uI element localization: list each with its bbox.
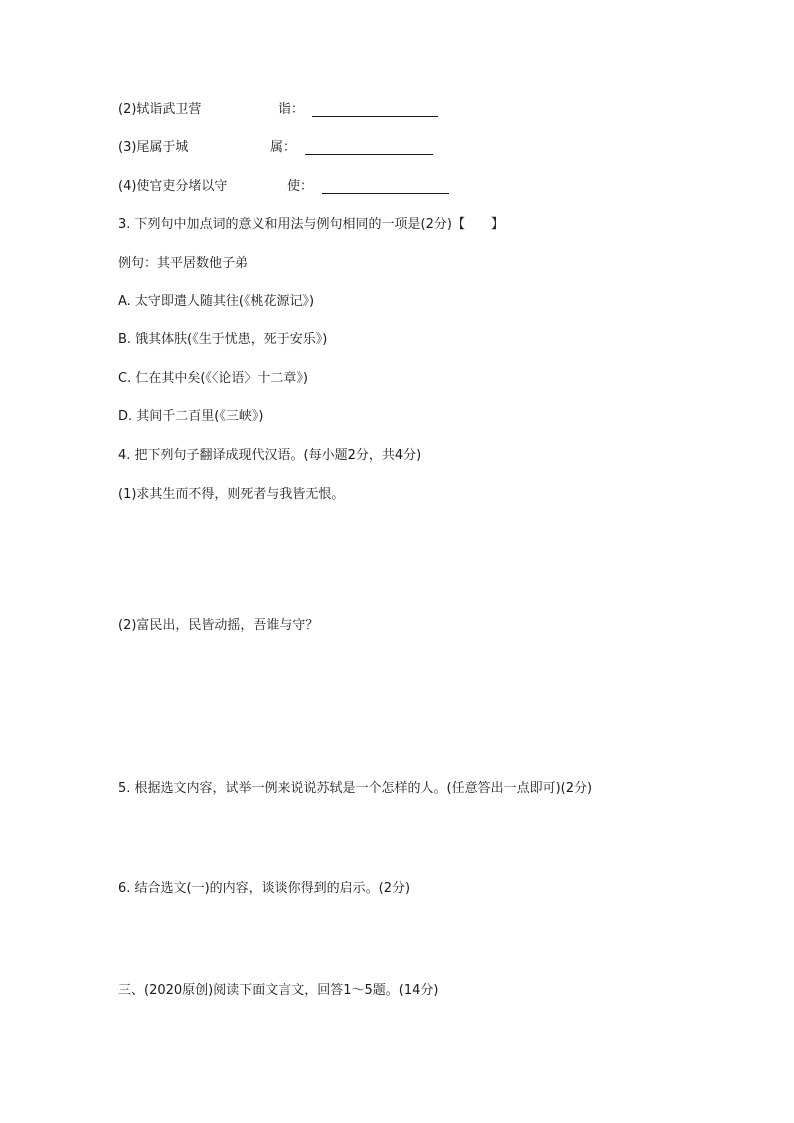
q4-item-1: (1)求其生而不得，则死者与我皆无恨。 bbox=[118, 487, 345, 502]
q2-item-3-text: (3)尾属于城 bbox=[118, 140, 189, 155]
q2-item-2-label: 诣： bbox=[278, 102, 305, 117]
q4-item-2: (2)富民出，民皆动摇，吾谁与守？ bbox=[118, 618, 319, 633]
q2-item-3-label: 属： bbox=[270, 140, 297, 155]
q2-item-2-answer-blank[interactable] bbox=[312, 116, 438, 117]
q6-prompt: 6. 结合选文(一)的内容，谈谈你得到的启示。(2分) bbox=[118, 881, 411, 896]
q2-item-4-answer-blank[interactable] bbox=[322, 193, 449, 194]
section-3-heading: 三、(2020原创)阅读下面文言文，回答1～5题。(14分) bbox=[118, 983, 439, 998]
q2-item-4-label: 使： bbox=[287, 179, 314, 194]
q2-item-3-answer-blank[interactable] bbox=[305, 154, 433, 155]
q3-example: 例句：其平居数他子弟 bbox=[118, 256, 249, 271]
q2-item-4-text: (4)使官吏分堵以守 bbox=[118, 179, 228, 194]
q4-prompt: 4. 把下列句子翻译成现代汉语。(每小题2分，共4分) bbox=[118, 448, 422, 463]
q3-option-c: C. 仁在其中矣(《〈论语〉十二章》) bbox=[118, 371, 308, 386]
q3-prompt: 3. 下列句中加点词的意义和用法与例句相同的一项是(2分)【 】 bbox=[118, 217, 504, 232]
q3-option-d: D. 其间千二百里(《三峡》) bbox=[118, 409, 264, 424]
q3-option-a: A. 太守即遣人随其往(《桃花源记》) bbox=[118, 294, 315, 309]
q5-prompt: 5. 根据选文内容，试举一例来说说苏轼是一个怎样的人。(任意答出一点即可)(2分) bbox=[118, 781, 593, 796]
q2-item-2-text: (2)轼诣武卫营 bbox=[118, 102, 202, 117]
q3-option-b: B. 饿其体肤(《生于忧患，死于安乐》) bbox=[118, 332, 328, 347]
